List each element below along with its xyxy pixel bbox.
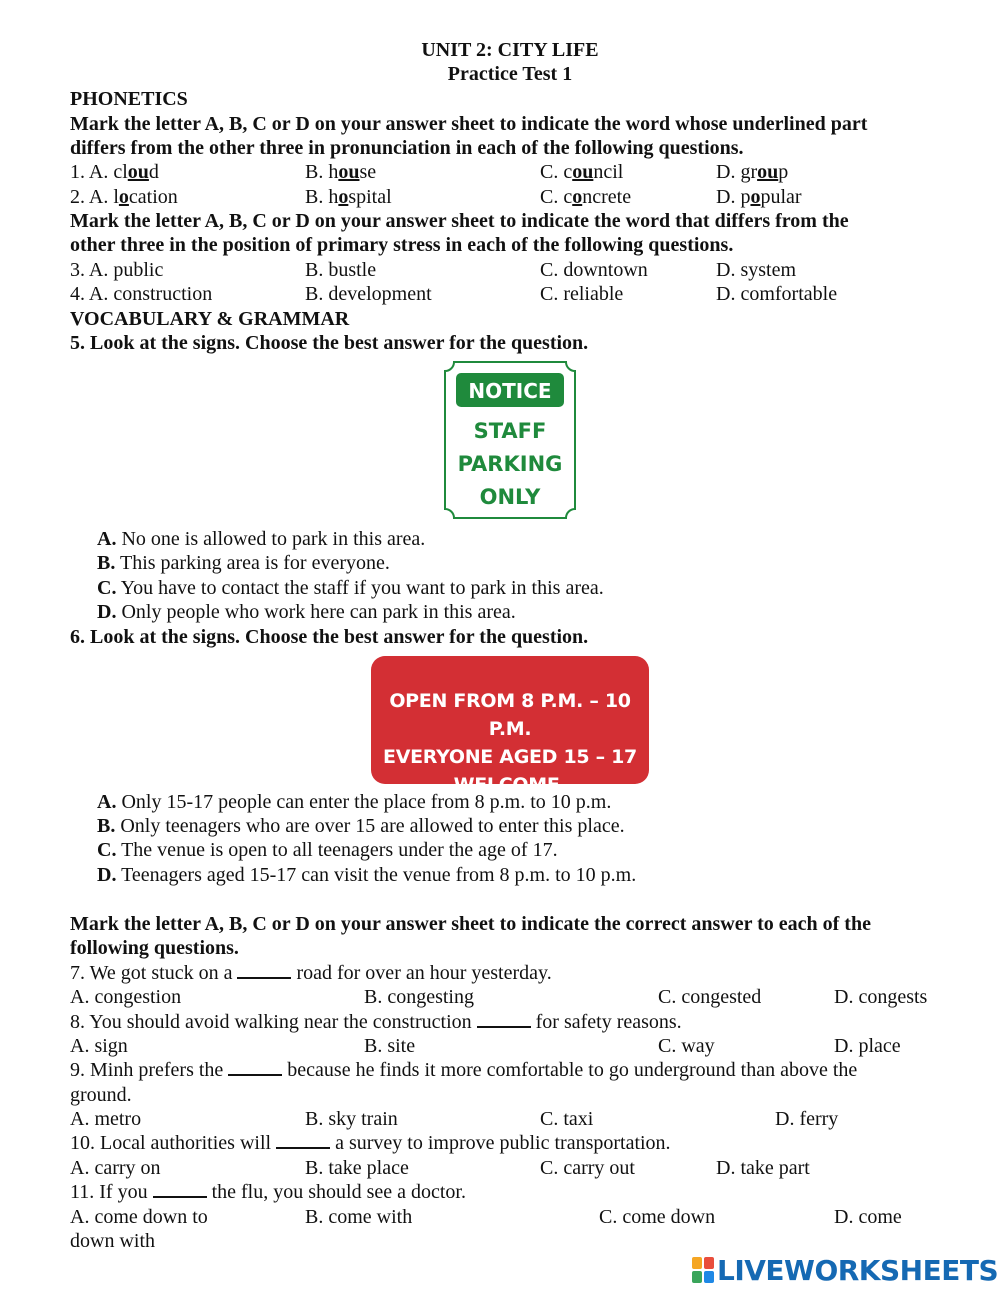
- q10-stem: [70, 1131, 671, 1155]
- q9-stem: [70, 1058, 857, 1082]
- option-text: se: [359, 161, 377, 183]
- option-text: ncil: [593, 161, 624, 183]
- q9-stem-continued: ground.: [70, 1084, 132, 1106]
- q6-stem: 6. Look at the signs. Choose the best answer for the question.: [70, 626, 589, 648]
- q8-option-b[interactable]: B. site: [364, 1035, 416, 1057]
- sign-notice-text: NOTICE: [468, 379, 552, 403]
- q8-option-a[interactable]: A. sign: [70, 1035, 128, 1057]
- sign-text-line: PARKING: [457, 452, 563, 476]
- option-letter: B.: [97, 552, 116, 574]
- q9-option-d[interactable]: D. ferry: [775, 1108, 839, 1130]
- underlined-part: o: [338, 186, 349, 208]
- option-text: 2. A. l: [70, 186, 119, 208]
- q7-option-d[interactable]: D. congests: [834, 986, 928, 1008]
- underlined-part: ou: [127, 161, 149, 183]
- q5-option-b[interactable]: [97, 551, 390, 575]
- q5-option-a[interactable]: [97, 527, 425, 551]
- stem-text: a survey to improve public transportation.: [330, 1132, 671, 1154]
- q11-option-b[interactable]: B. come with: [305, 1206, 413, 1228]
- underlined-part: o: [750, 186, 761, 208]
- option-text: ncrete: [582, 186, 632, 208]
- q10-option-a[interactable]: A. carry on: [70, 1157, 161, 1179]
- option-text: This parking area is for everyone.: [115, 552, 390, 574]
- section-heading-vocabulary: VOCABULARY & GRAMMAR: [70, 308, 350, 330]
- q8-option-c[interactable]: C. way: [658, 1035, 715, 1057]
- q5-option-c[interactable]: [97, 576, 604, 600]
- instruction-line: other three in the position of primary stress in each of the following questions.: [70, 234, 734, 256]
- q3-option-b[interactable]: B. bustle: [305, 259, 377, 281]
- q10-option-b[interactable]: B. take place: [305, 1157, 409, 1179]
- q6-option-d[interactable]: [97, 863, 636, 887]
- q1-option-b[interactable]: [305, 160, 376, 184]
- answer-blank[interactable]: [237, 961, 291, 979]
- q7-option-a[interactable]: A. congestion: [70, 986, 182, 1008]
- q6-option-c[interactable]: [97, 838, 558, 862]
- instruction-line: differs from the other three in pronunciation in each of the following questions.: [70, 137, 744, 159]
- option-letter: B.: [97, 815, 116, 837]
- liveworksheets-logo[interactable]: [692, 1254, 998, 1286]
- option-letter: C.: [97, 577, 117, 599]
- instruction-line: Mark the letter A, B, C or D on your answer sheet to indicate the word whose underlined part: [70, 113, 868, 135]
- underlined-part: ou: [757, 161, 779, 183]
- option-text: C. c: [540, 186, 573, 208]
- q10-option-c[interactable]: C. carry out: [540, 1157, 635, 1179]
- sign-text-line: WELCOME.: [453, 774, 567, 796]
- q5-stem: 5. Look at the signs. Choose the best answer for the question.: [70, 332, 589, 354]
- stem-text: road for over an hour yesterday.: [291, 962, 552, 984]
- q3-option-d[interactable]: D. system: [716, 259, 796, 281]
- answer-blank[interactable]: [276, 1131, 330, 1149]
- option-text: cation: [128, 186, 178, 208]
- logo-text: LIVEWORKSHEETS: [717, 1253, 999, 1287]
- stem-text: 10. Local authorities will: [70, 1132, 277, 1154]
- q11-option-d[interactable]: D. come: [834, 1206, 902, 1228]
- underlined-part: ou: [338, 161, 360, 183]
- sign-text-line: STAFF: [473, 419, 547, 443]
- stem-text: for safety reasons.: [530, 1011, 682, 1033]
- option-letter: A.: [97, 791, 117, 813]
- q4-option-d[interactable]: D. comfortable: [716, 283, 838, 305]
- option-text: Only people who work here can park in this area.: [116, 601, 516, 623]
- option-letter: A.: [97, 528, 117, 550]
- underlined-part: o: [118, 186, 129, 208]
- instruction-line: Mark the letter A, B, C or D on your answer sheet to indicate the correct answer to each of the: [70, 913, 871, 935]
- option-text: pular: [760, 186, 802, 208]
- option-text: Only teenagers who are over 15 are allowed to enter this place.: [115, 815, 625, 837]
- q2-option-d[interactable]: [716, 185, 802, 209]
- q3-option-c[interactable]: C. downtown: [540, 259, 648, 281]
- q11-stem: [70, 1180, 466, 1204]
- q5-option-d[interactable]: [97, 600, 516, 624]
- q4-option-a[interactable]: 4. A. construction: [70, 283, 213, 305]
- page-subtitle: Practice Test 1: [447, 63, 573, 85]
- option-text: 1. A. cl: [70, 161, 128, 183]
- sign-text-line: ONLY: [479, 485, 541, 509]
- stem-text: 11. If you: [70, 1181, 153, 1203]
- q9-option-a[interactable]: A. metro: [70, 1108, 142, 1130]
- q1-option-c[interactable]: [540, 160, 623, 184]
- q2-option-c[interactable]: [540, 185, 631, 209]
- option-letter: C.: [97, 839, 117, 861]
- instruction-line: following questions.: [70, 937, 239, 959]
- option-text: p: [778, 161, 789, 183]
- instruction-line: Mark the letter A, B, C or D on your answer sheet to indicate the word that differs from the: [70, 210, 849, 232]
- option-text: No one is allowed to park in this area.: [116, 528, 426, 550]
- q4-option-b[interactable]: B. development: [305, 283, 432, 305]
- logo-icon: [692, 1257, 714, 1283]
- q1-option-a[interactable]: [70, 160, 159, 184]
- q11-option-a[interactable]: A. come down to: [70, 1206, 208, 1228]
- q4-option-c[interactable]: C. reliable: [540, 283, 624, 305]
- stem-text: because he finds it more comfortable to go underground than above the: [282, 1059, 858, 1081]
- option-text: Teenagers aged 15-17 can visit the venue from 8 p.m. to 10 p.m.: [116, 864, 637, 886]
- q6-option-b[interactable]: [97, 814, 625, 838]
- stem-text: the flu, you should see a doctor.: [206, 1181, 466, 1203]
- stem-text: 8. You should avoid walking near the construction: [70, 1011, 477, 1033]
- q1-option-d[interactable]: [716, 160, 788, 184]
- sign-text-line: OPEN FROM 8 P.M. – 10 P.M.: [389, 690, 631, 740]
- q2-option-b[interactable]: [305, 185, 392, 209]
- option-letter: D.: [97, 601, 117, 623]
- staff-parking-sign: [444, 361, 576, 519]
- option-text: B. h: [305, 186, 339, 208]
- section-heading-phonetics: PHONETICS: [70, 88, 188, 110]
- q10-option-d[interactable]: D. take part: [716, 1157, 810, 1179]
- q6-option-a[interactable]: [97, 790, 611, 814]
- q2-option-a[interactable]: [70, 185, 178, 209]
- q8-option-d[interactable]: D. place: [834, 1035, 901, 1057]
- q11-option-d-continued: down with: [70, 1230, 155, 1252]
- page-title: UNIT 2: CITY LIFE: [421, 39, 599, 61]
- q7-option-b[interactable]: B. congesting: [364, 986, 474, 1008]
- option-text: D. p: [716, 186, 751, 208]
- option-text: C. c: [540, 161, 573, 183]
- option-text: You have to contact the staff if you want to park in this area.: [116, 577, 604, 599]
- option-text: B. h: [305, 161, 339, 183]
- option-text: D. gr: [716, 161, 758, 183]
- option-text: d: [148, 161, 159, 183]
- q7-stem: [70, 961, 552, 985]
- stem-text: 9. Minh prefers the: [70, 1059, 229, 1081]
- sign-text-line: EVERYONE AGED 15 – 17: [383, 746, 637, 768]
- q9-option-c[interactable]: C. taxi: [540, 1108, 594, 1130]
- q7-option-c[interactable]: C. congested: [658, 986, 762, 1008]
- q11-option-c[interactable]: C. come down: [599, 1206, 716, 1228]
- q3-option-a[interactable]: 3. A. public: [70, 259, 164, 281]
- q8-stem: [70, 1010, 682, 1034]
- underlined-part: ou: [572, 161, 594, 183]
- option-text: Only 15-17 people can enter the place from 8 p.m. to 10 p.m.: [116, 791, 612, 813]
- q9-option-b[interactable]: B. sky train: [305, 1108, 398, 1130]
- option-text: spital: [348, 186, 392, 208]
- opening-hours-sign: [371, 656, 649, 796]
- answer-blank[interactable]: [153, 1180, 207, 1198]
- option-text: The venue is open to all teenagers under the age of 17.: [116, 839, 558, 861]
- underlined-part: o: [572, 186, 583, 208]
- answer-blank[interactable]: [477, 1010, 531, 1028]
- answer-blank[interactable]: [228, 1058, 282, 1076]
- option-letter: D.: [97, 864, 117, 886]
- stem-text: 7. We got stuck on a: [70, 962, 238, 984]
